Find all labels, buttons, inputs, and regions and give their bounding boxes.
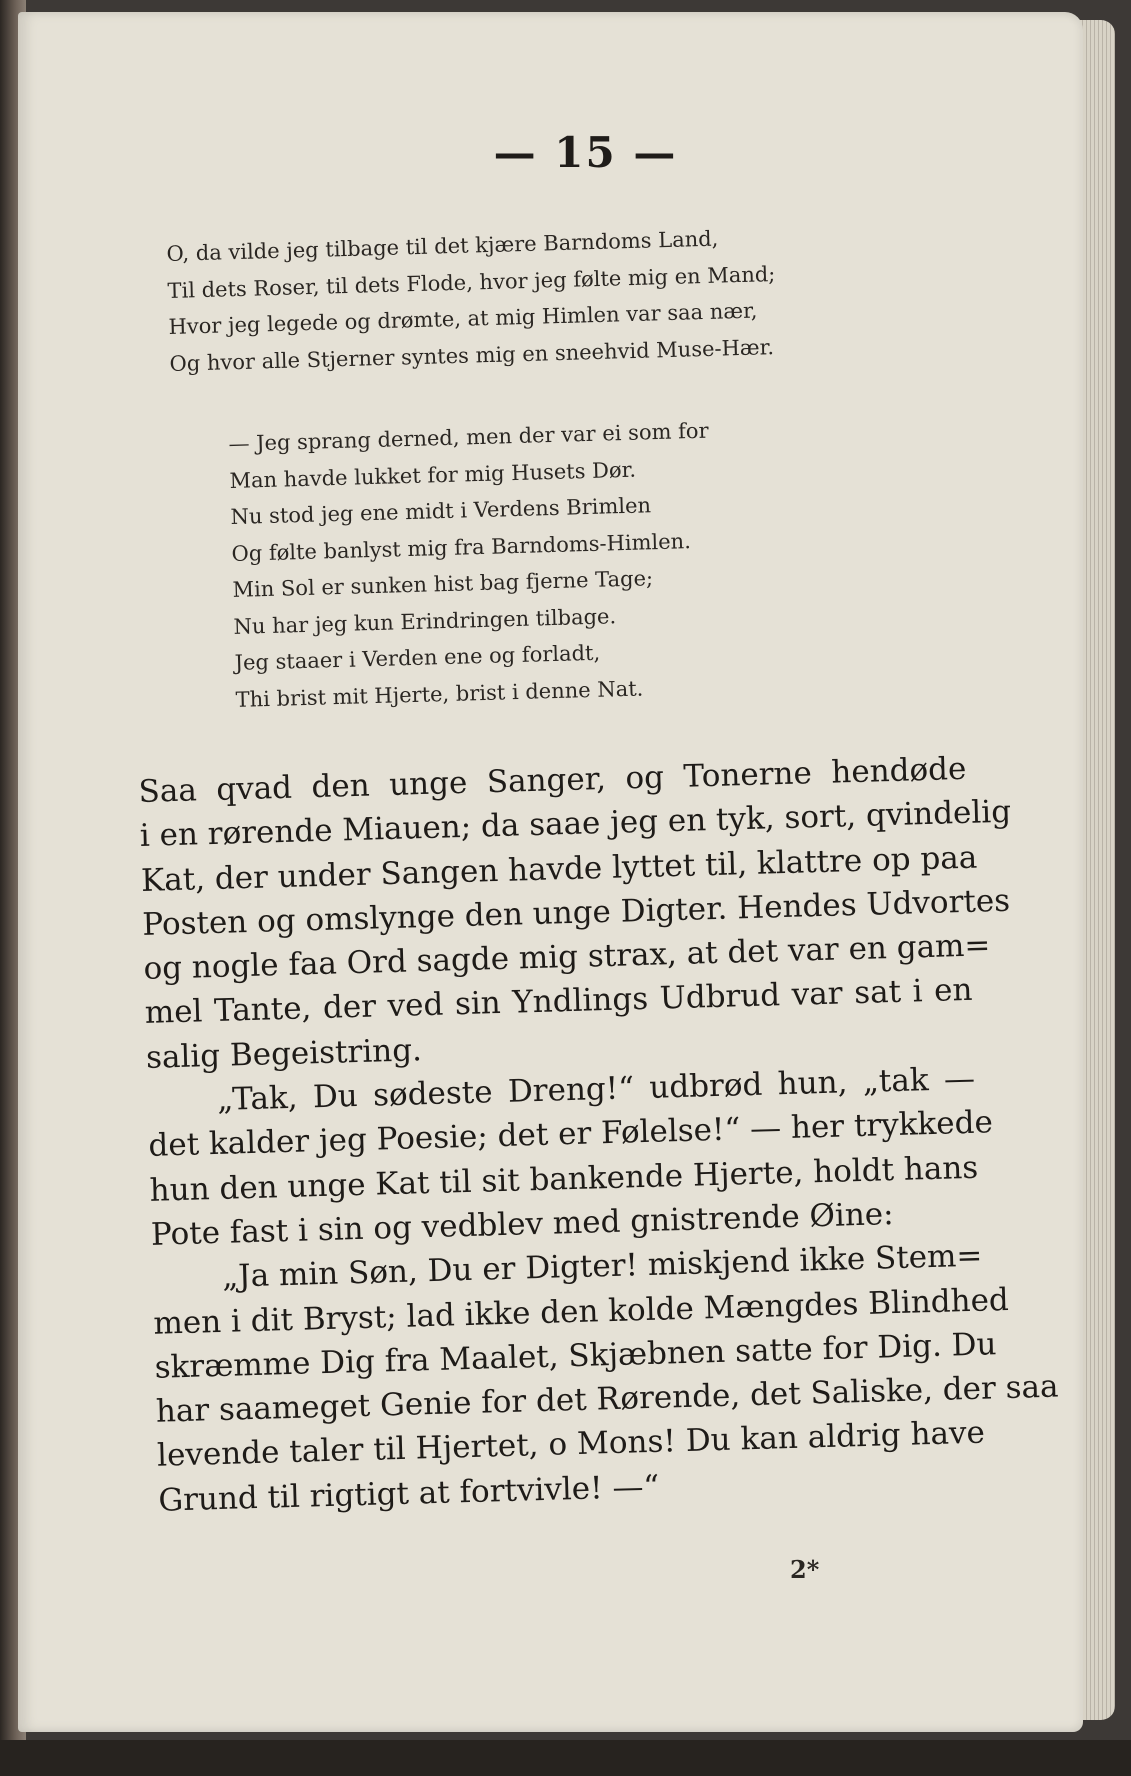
prose-text [138,747,1059,1523]
prose-line: Pote fast i sin og vedblev med gnistrende Øine: [150,1196,895,1253]
page-number: — 15 — [493,128,678,177]
poem-stanza-1 [166,219,778,382]
verse-line: Og følte banlyst mig fra Barndoms-Himlen. [231,528,692,566]
prose-line: „Ja min Søn, Du er Digter! miskjend ikke Stem= [221,1237,983,1296]
verse-line: Min Sol er sunken hist bag fjerne Tage; [232,566,654,602]
prose-line: hun den unge Kat til sit bankende Hjerte, holdt hans [149,1149,979,1209]
prose-line: har saameget Genie for det Rørende, det Saliske, der saa [155,1368,1059,1430]
prose-line: „Tak, Du sødeste Dreng!“ udbrød hun, „tak — [216,1060,976,1118]
signature-mark: 2* [790,1555,820,1584]
prose-line: Grund til rigtigt at fortvivle! —“ [157,1468,660,1519]
verse-line: Nu har jeg kun Erindringen tilbage. [233,603,617,639]
prose-line: salig Begeistring. [145,1031,423,1076]
verse-line: Nu stod jeg ene midt i Verdens Brimlen [230,493,652,529]
prose-line: det kalder jeg Poesie; det er Følelse!“ — her trykkede [148,1104,994,1165]
prose-line: i en rørende Miauen; da saae jeg en tyk, sort, qvindelig [139,793,1012,855]
poem-stanza-2 [228,413,716,718]
verse-line: O, da vilde jeg tilbage til det kjære Barndoms Land, [166,226,719,266]
prose-line: levende taler til Hjertet, o Mons! Du kan aldrig have [156,1415,986,1475]
verse-line: — Jeg sprang derned, men der var ei som for [228,418,709,456]
verse-line: Til dets Roser, til dets Flode, hvor jeg følte mig en Mand; [167,261,776,303]
verse-line: Jeg staaer i Verden ene og forladt, [234,640,601,675]
verse-line: Man havde lukket for mig Husets Dør. [229,457,637,493]
verse-line: Thi brist mit Hjerte, brist i denne Nat. [235,676,644,712]
prose-line: Posten og omslynge den unge Digter. Hendes Udvortes [141,882,1011,943]
prose-line: Saa qvad den unge Sanger, og Tonerne hendøde [138,750,967,810]
verse-line: Og hvor alle Stjerner syntes mig en sneehvid Muse-Hær. [169,334,775,376]
verse-line: Hvor jeg legede og drømte, at mig Himlen var saa nær, [168,298,758,339]
scan-background [0,1740,1131,1776]
prose-line: Kat, der under Sangen havde lyttet til, klattre op paa [140,839,978,899]
prose-line: og nogle faa Ord sagde mig strax, at det var en gam= [143,927,991,988]
prose-line: men i dit Bryst; lad ikke den kolde Mængdes Blindhed [152,1281,1010,1342]
prose-line: skræmme Dig fra Maalet, Skjæbnen satte for Dig. Du [154,1326,997,1386]
prose-line: mel Tante, der ved sin Yndlings Udbrud var sat i en [144,972,973,1032]
